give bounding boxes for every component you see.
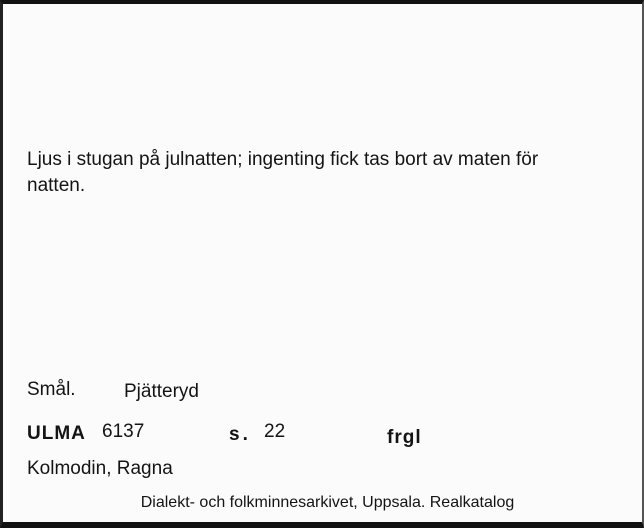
collector-name: Kolmodin, Ragna — [27, 458, 173, 479]
archive-code: ULMA — [27, 423, 86, 444]
page-number: 22 — [264, 421, 286, 442]
page-label: s. — [229, 424, 251, 445]
archive-number: 6137 — [102, 421, 145, 442]
province-label: Smål. — [27, 379, 76, 400]
category-label: frgl — [387, 427, 422, 448]
card-description: Ljus i stugan på julnatten; ingenting fick tas bort av maten för natten. — [27, 149, 539, 196]
card-footer: Dialekt- och folkminnesarkivet, Uppsala. Realkatalog — [140, 494, 515, 511]
parish-label: Pjätteryd — [124, 381, 199, 402]
